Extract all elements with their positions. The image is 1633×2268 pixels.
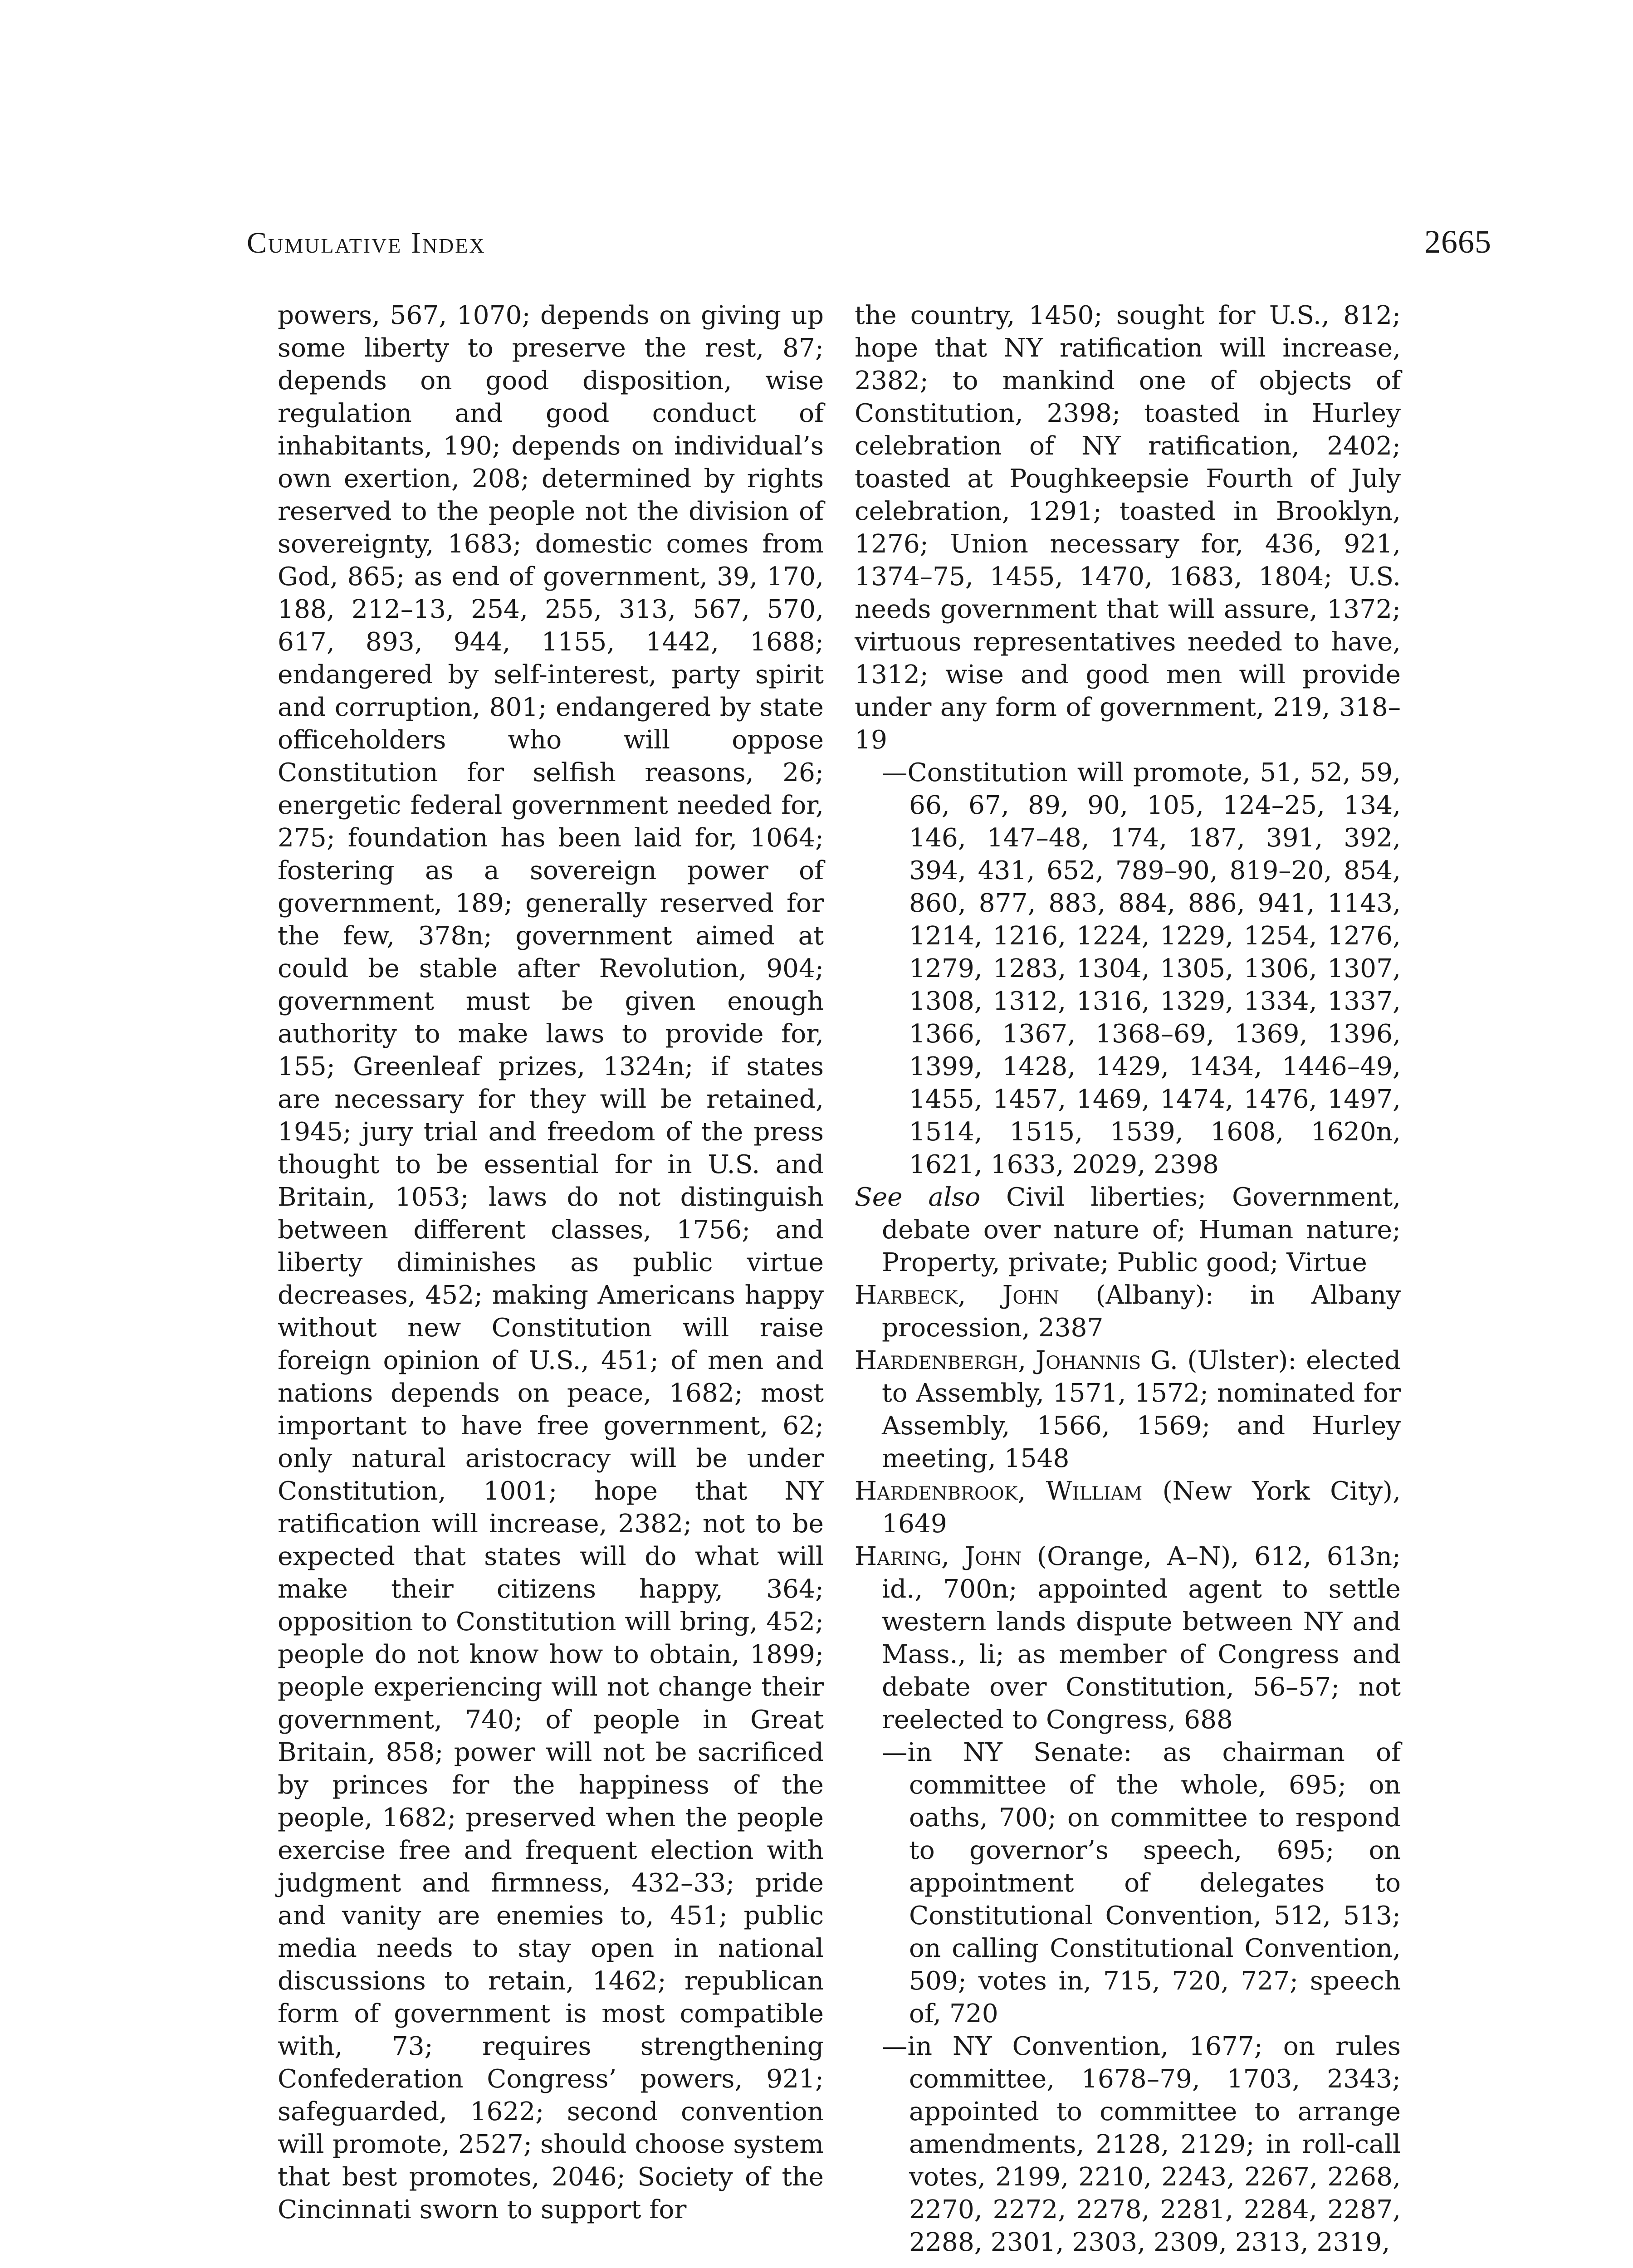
see-also-label: See also [855,1183,981,1212]
index-entry-hardenbrook [855,1475,1401,1540]
entry-text: (Albany): in Albany procession, 2387 [882,1281,1401,1343]
index-entry-happiness-continuation: the country, 1450; sought for U.S., 812; hope that NY ratification will increase, 2382; to mankind one of objects of Constitution, 2398; toasted in Hurley celebration of NY ratification, 2402; toasted at Poughkeepsie Fourth of July celebration, 1291; toasted in Brooklyn, 1276; Union necessary for, 436, 921, 1374–75, 1455, 1470, 1683, 1804; U.S. needs government that will assure, 1372; virtuous representatives needed to have, 1312; wise and good men will provide under any form of government, 219, 318–19 [855,301,1401,755]
entry-text: (New York City), 1649 [882,1476,1401,1539]
index-entry-harbeck [855,1279,1401,1344]
subentry-haring-ny-senate: —in NY Senate: as chairman of committee of the whole, 695; on oaths, 700; on committee to respond to governor’s speech, 695; on appointment of delegates to Constitutional Convention, 512, 513; on calling Constitutional Convention, 509; votes in, 715, 720, 727; speech of, 720 [882,1738,1401,2028]
entry-name: Hardenbergh, Johannis G. [855,1346,1178,1375]
right-column [855,299,1401,2259]
index-entry-see-also [855,1181,1401,1279]
index-entry-hardenbergh [855,1344,1401,1475]
entry-name: Hardenbrook, William [855,1476,1143,1506]
see-also-text: Civil liberties; Government, debate over nature of; Human nature; Property, private; Public good; Virtue [882,1183,1401,1277]
page-number: 2665 [1424,224,1491,260]
entry-name: Haring, John [855,1542,1022,1571]
entry-name: Harbeck, John [855,1281,1060,1310]
index-entry-haring [855,1540,1401,1736]
index-entry-happiness-continued: powers, 567, 1070; depends on giving up some liberty to preserve the rest, 87; depends on good disposition, wise regulation and good conduct of inhabitants, 190; depends on individual’s own exertion, 208; determined by rights reserved to the people not the division of sovereignty, 1683; domestic comes from God, 865; as end of government, 39, 170, 188, 212–13, 254, 255, 313, 567, 570, 617, 893, 944, 1155, 1442, 1688; endangered by self-interest, party spirit and corruption, 801; endangered by state officeholders who will oppose Constitution for selfish reasons, 26; energetic federal government needed for, 275; foundation has been laid for, 1064; fostering as a sovereign power of government, 189; generally reserved for the few, 378n; government aimed at could be stable after Revolution, 904; government must be given enough authority to make laws to provide for, 155; Greenleaf prizes, 1324n; if states are necessary for they will be retained, 1945; jury trial and freedom of the press thought to be essential for in U.S. and Britain, 1053; laws do not distinguish between different classes, 1756; and liberty diminishes as public virtue decreases, 452; making Americans happy without new Constitution will raise foreign opinion of U.S., 451; of men and nations depends on peace, 1682; most important to have free government, 62; only natural aristocracy will be under Constitution, 1001; hope that NY ratification will increase, 2382; not to be expected that states will do what will make their citizens happy, 364; opposition to Constitution will bring, 452; people do not know how to obtain, 1899; people experiencing will not change their government, 740; of people in Great Britain, 858; power will not be sacrificed by princes for the happiness of the people, 1682; preserved when the people exercise free and frequent election with judgment and firmness, 432–33; pride and vanity are enemies to, 451; public media needs to stay open in national discussions to retain, 1462; republican form of government is most compatible with, 73; requires strengthening Confederation Congress’ powers, 921; safeguarded, 1622; second convention will promote, 2527; should choose system that best promotes, 2046; Society of the Cincinnati sworn to support for [278,301,824,2224]
running-title: Cumulative Index [247,226,486,259]
subentry-haring-ny-convention: —in NY Convention, 1677; on rules committee, 1678–79, 1703, 2343; appointed to committee to arrange amendments, 2128, 2129; in roll-call votes, 2199, 2210, 2243, 2267, 2268, 2270, 2272, 2278, 2281, 2284, 2287, 2288, 2301, 2303, 2309, 2313, 2319, [882,2032,1401,2257]
running-head [247,226,1491,262]
subentry-constitution-will-promote: —Constitution will promote, 51, 52, 59, 66, 67, 89, 90, 105, 124–25, 134, 146, 147–48, 174, 187, 391, 392, 394, 431, 652, 789–90, 819–20, 854, 860, 877, 883, 884, 886, 941, 1143, 1214, 1216, 1224, 1229, 1254, 1276, 1279, 1283, 1304, 1305, 1306, 1307, 1308, 1312, 1316, 1329, 1334, 1337, 1366, 1367, 1368–69, 1369, 1396, 1399, 1428, 1429, 1434, 1446–49, 1455, 1457, 1469, 1474, 1476, 1497, 1514, 1515, 1539, 1608, 1620n, 1621, 1633, 2029, 2398 [882,758,1401,1179]
entry-text: (Ulster): elected to Assembly, 1571, 1572; nominated for Assembly, 1566, 1569; and Hurley meeting, 1548 [882,1346,1401,1473]
left-column [278,299,824,2226]
entry-text: (Orange, A–N), 612, 613n; id., 700n; appointed agent to settle western lands dispute between NY and Mass., li; as member of Congress and debate over Constitution, 56–57; not reelected to Congress, 688 [882,1542,1401,1735]
